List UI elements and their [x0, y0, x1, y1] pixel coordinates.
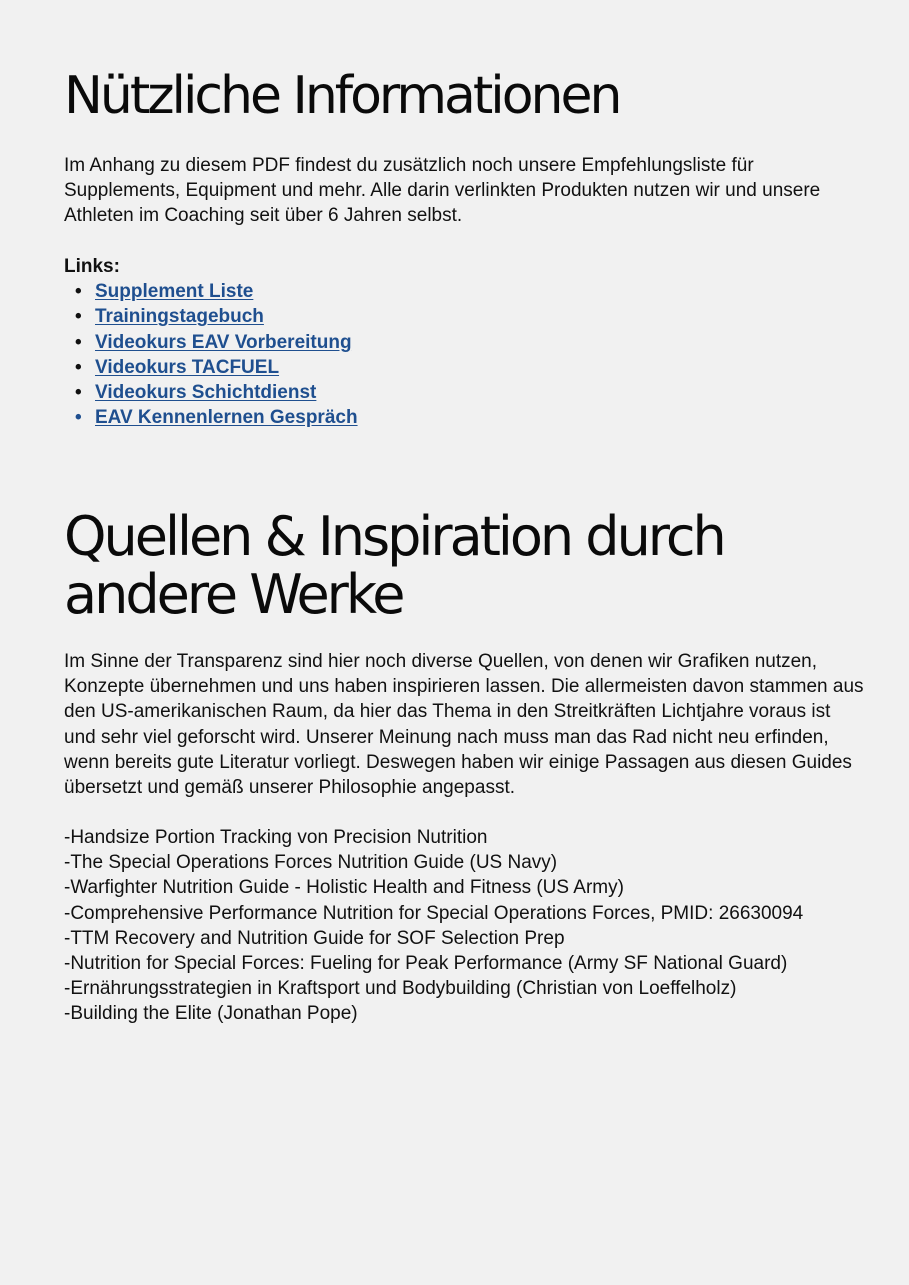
source-item: -Handsize Portion Tracking von Precision Nutrition [64, 827, 488, 848]
bullet-icon: • [75, 356, 82, 378]
bullet-icon: • [75, 281, 82, 302]
link-videokurs-schichtdienst[interactable]: Videokurs Schichtdienst [95, 382, 317, 404]
link-videokurs-tacfuel[interactable]: Videokurs TACFUEL [95, 356, 280, 378]
source-item: -Building the Elite (Jonathan Pope) [64, 1003, 358, 1025]
list-item [75, 380, 358, 405]
link-supplement-liste[interactable]: Supplement Liste [95, 281, 254, 302]
source-item: -The Special Operations Forces Nutrition Guide (US Navy) [64, 852, 558, 874]
list-item [75, 330, 358, 355]
link-trainingstagebuch[interactable]: Trainingstagebuch [95, 306, 264, 328]
source-item: -Ernährungsstrategien in Kraftsport und Bodybuilding (Christian von Loeffelholz) [64, 978, 737, 1000]
bullet-icon: • [75, 306, 82, 328]
section-title-useful-info: Nützliche Informationen [64, 66, 620, 126]
sources-list [64, 825, 803, 1027]
section-title-sources: Quellen & Inspiration durch andere Werke [64, 505, 724, 626]
link-videokurs-eav-vorbereitung[interactable]: Videokurs EAV Vorbereitung [95, 331, 352, 353]
bullet-icon: • [75, 331, 82, 353]
links-label: Links: [64, 256, 120, 277]
list-item [75, 355, 358, 380]
source-item: -Warfighter Nutrition Guide - Holistic Health and Fitness (US Army) [64, 877, 624, 899]
sources-paragraph: Im Sinne der Transparenz sind hier noch diverse Quellen, von denen wir Grafiken nutzen, Konzepte übernehmen und uns haben inspirieren lassen. Die allermeisten davon stammen aus den US-amerikanischen Raum, da hier das Thema in den Streitkräften Lichtjahre voraus ist und sehr viel geforscht wird. Unserer Meinung nach muss man das Rad nicht neu erfinden, wenn bereits gute Literatur vorliegt. Deswegen haben wir einige Passagen aus diesen Guides übersetzt und gemäß unserer Philosophie angepasst. [64, 651, 864, 799]
source-item: -TTM Recovery and Nutrition Guide for SOF Selection Prep [64, 927, 565, 949]
links-list [64, 279, 358, 431]
useful-info-paragraph: Im Anhang zu diesem PDF findest du zusätzlich noch unsere Empfehlungsliste für Supplements, Equipment und mehr. Alle darin verlinkten Produkten nutzen wir und unsere Athleten im Coaching seit über 6 Jahren selbst. [64, 155, 821, 227]
source-item: -Comprehensive Performance Nutrition for Special Operations Forces, PMID: 26630094 [64, 902, 804, 924]
bullet-icon: • [75, 407, 82, 429]
source-item: -Nutrition for Special Forces: Fueling for Peak Performance (Army SF National Guard) [64, 953, 788, 975]
list-item [75, 304, 358, 329]
link-eav-kennenlernen-gespraech[interactable]: EAV Kennenlernen Gespräch [95, 407, 358, 429]
list-item [75, 279, 358, 304]
list-item [75, 405, 358, 430]
bullet-icon: • [75, 382, 82, 404]
